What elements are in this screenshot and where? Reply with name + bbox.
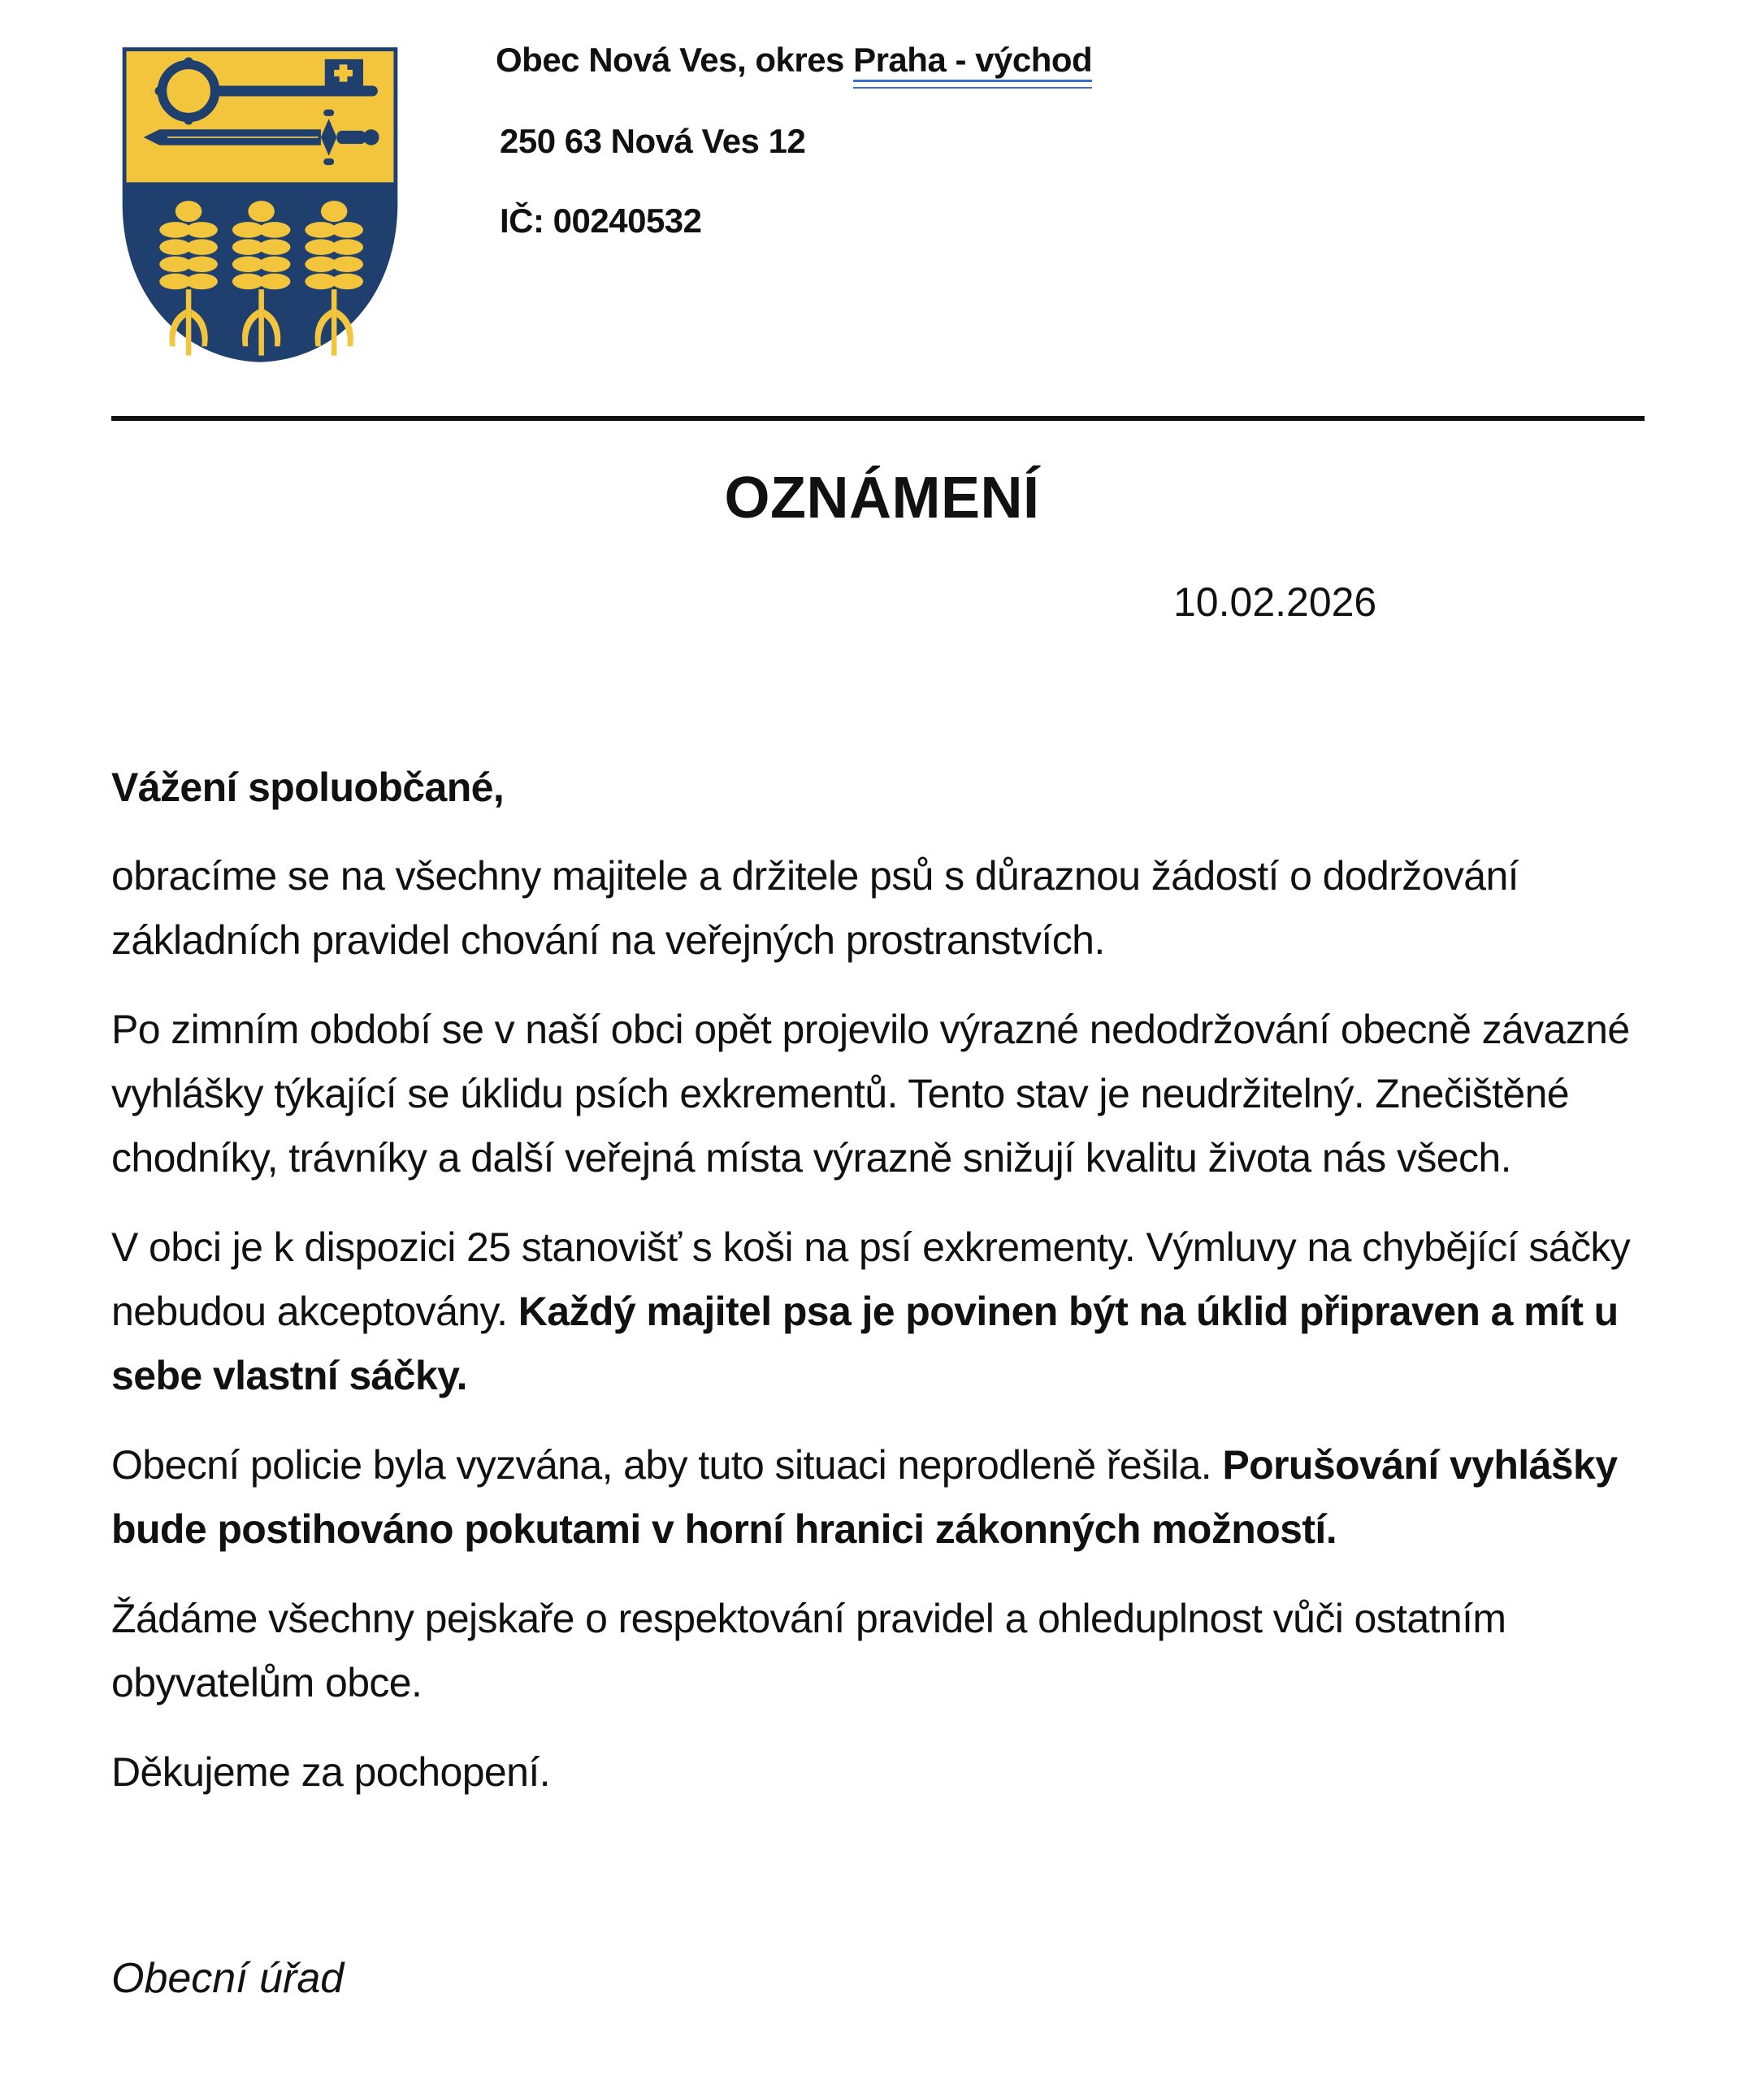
municipality-id: IČ: 00240532 bbox=[500, 202, 702, 240]
paragraph-5: Žádáme všechny pejskaře o respektování pravidel a ohleduplnost vůči ostatním obyvatelům obce. bbox=[111, 1596, 1506, 1705]
coat-of-arms-icon bbox=[119, 45, 401, 365]
paragraph-3-text: V obci je k dispozici 25 stanovišť s koši na psí exkrementy. Výmluvy na chybějící sáčky nebudou akceptovány. bbox=[111, 1224, 1631, 1334]
paragraph-4 bbox=[111, 1433, 1671, 1562]
signature: Obecní úřad bbox=[111, 1955, 345, 2002]
paragraph-1: obracíme se na všechny majitele a držitele psů s důraznou žádostí o dodržování základních pravidel chování na veřejných prostranstvích. bbox=[111, 853, 1519, 963]
document-body bbox=[111, 756, 1671, 1830]
municipality-address: 250 63 Nová Ves 12 bbox=[500, 122, 806, 160]
header-divider bbox=[111, 416, 1645, 421]
paragraph-2: Po zimním období se v naší obci opět projevilo výrazné nedodržování obecně závazné vyhlášky týkající se úklidu psích exkrementů. Tento stav je neudržitelný. Znečištěné chodníky, trávníky a další veřejná místa výrazně snižují kvalitu života nás všech. bbox=[111, 1007, 1630, 1181]
paragraph-3-emphasis: Každý majitel psa je povinen být na úklid připraven a mít u sebe vlastní sáčky. bbox=[111, 1289, 1619, 1398]
document-date: 10.02.2026 bbox=[1173, 579, 1377, 625]
municipality-name bbox=[496, 41, 1092, 80]
municipality-name-prefix: Obec Nová Ves, okres bbox=[496, 41, 854, 79]
greeting: Vážení spoluobčané, bbox=[111, 765, 505, 810]
page-title: OZNÁMENÍ bbox=[724, 466, 1040, 531]
paragraph-4-text: Obecní policie byla vyzvána, aby tuto situaci neprodleně řešila. bbox=[111, 1442, 1223, 1488]
paragraph-4-emphasis: Porušování vyhlášky bude postihováno pokutami v horní hranici zákonných možností. bbox=[111, 1442, 1618, 1552]
paragraph-3 bbox=[111, 1216, 1671, 1408]
paragraph-6: Děkujeme za pochopení. bbox=[111, 1749, 550, 1795]
district-link[interactable]: Praha - východ bbox=[853, 41, 1092, 82]
